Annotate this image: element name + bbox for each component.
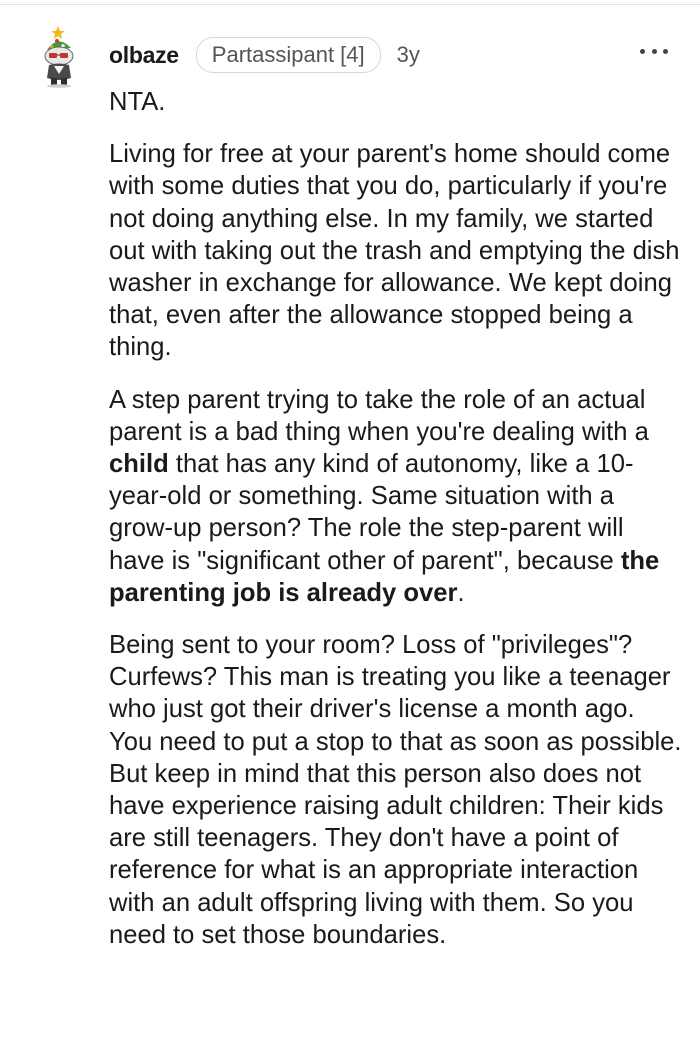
paragraph-text: NTA. — [109, 88, 166, 116]
comment-header — [109, 36, 420, 74]
bold-text: child — [109, 450, 169, 479]
comment-paragraph — [109, 138, 684, 363]
username-link[interactable]: olbaze — [109, 41, 179, 68]
comment-body — [109, 86, 684, 971]
snoo-avatar-icon — [34, 26, 90, 88]
user-flair-badge: Partassipant [4] — [196, 37, 381, 73]
top-divider — [0, 4, 700, 5]
comment-paragraph — [109, 629, 684, 951]
avatar[interactable] — [34, 26, 90, 88]
comment-paragraph — [109, 384, 684, 609]
comment-age: 3y — [396, 42, 420, 67]
more-options-icon — [640, 49, 645, 54]
comment-paragraph — [109, 86, 684, 118]
paragraph-text: A step parent trying to take the role of an actual parent is a bad thing when you're dealing with a — [109, 385, 649, 446]
paragraph-text: . — [457, 578, 465, 607]
paragraph-text: Being sent to your room? Loss of "privileges"? Curfews? This man is treating you like a teenager who just got their driver's license a month ago. You need to put a stop to that as soon as possible. But keep in mind that this person also does not have experience raising adult children: Their kids are still teenagers. They don't have a point of reference for what is an appropriate interaction with an adult offspring living with them. So you need to set those boundaries. — [109, 631, 682, 949]
paragraph-text: that has any kind of autonomy, like a 10-year-old or something. Same situation with a grow-up person? The role the step-parent will have is "significant other of parent", because — [109, 450, 634, 575]
bold-text: the parenting job is already over — [109, 546, 660, 607]
more-options-icon-dot — [663, 49, 668, 54]
paragraph-text: Living for free at your parent's home should come with some duties that you do, particularly if you're not doing anything else. In my family, we started out with taking out the trash and emptying the dish washer in exchange for allowance. We kept doing that, even after the allowance stopped being a thing. — [109, 140, 680, 362]
more-options-icon-dot — [652, 49, 657, 54]
more-options-button[interactable] — [640, 44, 668, 58]
